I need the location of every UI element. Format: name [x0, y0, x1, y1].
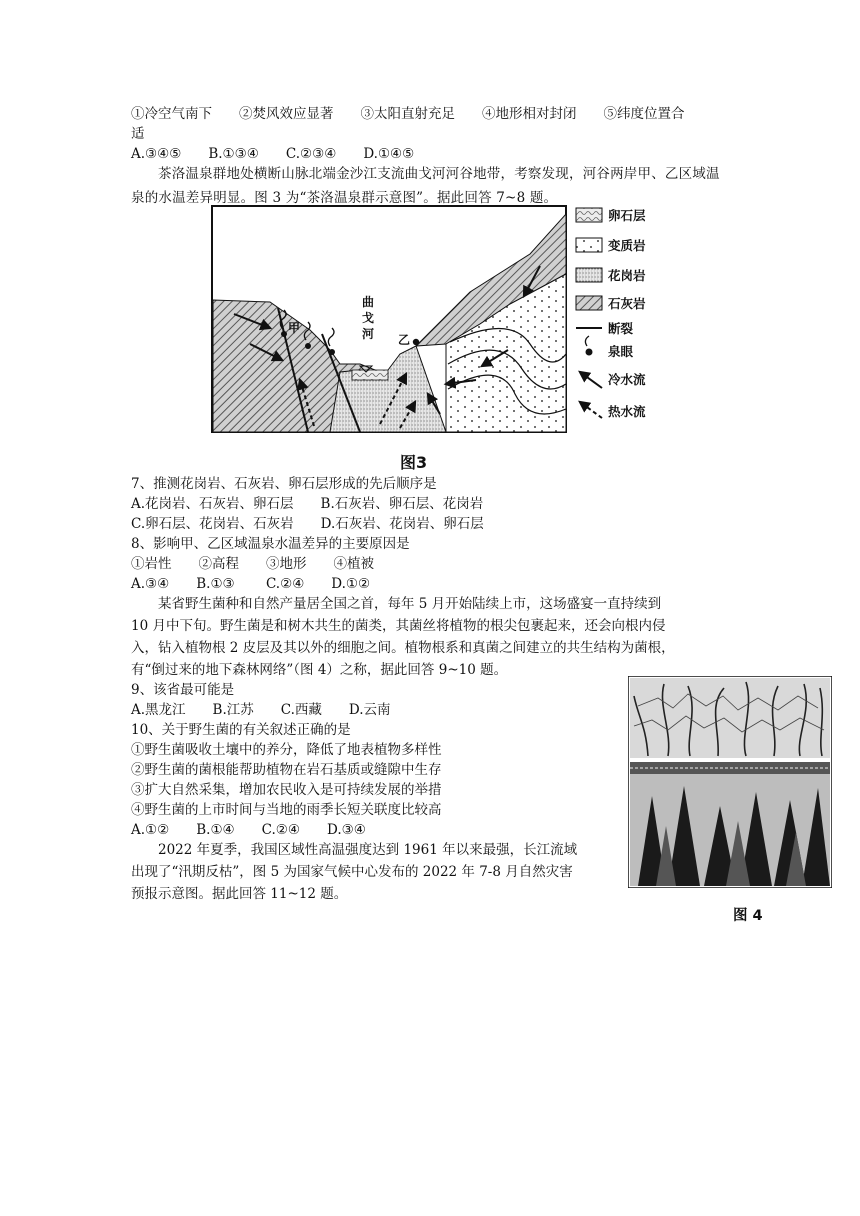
figure-4-caption: 图 4 — [733, 908, 763, 924]
q7-options-2: C.卵石层、花岗岩、石灰岩 D.石灰岩、花岗岩、卵石层 — [131, 516, 484, 532]
intro-11-12-line1: 2022 年夏季，我国区域性高温强度达到 1961 年以来最强，长江流域 — [158, 842, 578, 858]
river-label-1: 曲 — [362, 295, 375, 309]
q10-statement-1: ①野生菌吸收土壤中的养分，降低了地表植物多样性 — [131, 742, 442, 758]
intro-11-12-line3: 预报示意图。据此回答 11~12 题。 — [131, 886, 348, 902]
figure-3-caption: 图3 — [400, 453, 428, 472]
q8-stem: 8、影响甲、乙区域温泉水温差异的主要原因是 — [131, 536, 410, 552]
q10-answers: A.①② B.①④ C.②④ D.③④ — [131, 822, 366, 838]
q9-stem: 9、该省最可能是 — [131, 682, 235, 698]
q10-stem: 10、关于野生菌的有关叙述正确的是 — [131, 722, 351, 738]
q6-answers: A.③④⑤ B.①③④ C.②③④ D.①④⑤ — [131, 146, 415, 162]
river-label-3: 河 — [362, 327, 375, 341]
figure-3-diagram — [210, 204, 730, 436]
legend-spring: 泉眼 — [608, 344, 634, 359]
intro-9-10-line4: 有“倒过来的地下森林网络”（图 4）之称，据此回答 9~10 题。 — [131, 662, 508, 678]
spring-icon — [413, 339, 419, 345]
q6-options-wrap: 适 — [131, 126, 145, 142]
q10-statement-4: ④野生菌的上市时间与当地的雨季长短关联度比较高 — [131, 802, 442, 818]
legend-limestone: 石灰岩 — [608, 296, 646, 311]
q8-items: ①岩性 ②高程 ③地形 ④植被 — [131, 556, 374, 572]
q10-statement-2: ②野生菌的菌根能帮助植物在岩石基质或缝隙中生存 — [131, 762, 442, 778]
q7-stem: 7、推测花岗岩、石灰岩、卵石层形成的先后顺序是 — [131, 476, 437, 492]
legend-fault: 断裂 — [608, 321, 634, 336]
q6-options-line: ①冷空气南下 ②焚风效应显著 ③太阳直射充足 ④地形相对封闭 ⑤纬度位置合 — [131, 106, 685, 122]
legend-pebble: 卵石层 — [608, 208, 646, 223]
label-yi: 乙 — [398, 333, 411, 347]
figure-4-illustration — [628, 676, 832, 888]
legend-metamorphic: 变质岩 — [608, 238, 646, 253]
legend-hot: 热水流 — [608, 404, 646, 419]
legend — [576, 208, 646, 419]
intro-9-10-line1: 某省野生菌种和自然产量居全国之首，每年 5 月开始陆续上市，这场盛宴一直持续到 — [158, 596, 662, 612]
intro-11-12-line2: 出现了“汛期反枯”，图 5 为国家气候中心发布的 2022 年 7-8 月自然灾害 — [131, 864, 573, 880]
q7-options-1: A.花岗岩、石灰岩、卵石层 B.石灰岩、卵石层、花岗岩 — [131, 496, 484, 512]
q9-answers: A.黑龙江 B.江苏 C.西藏 D.云南 — [131, 702, 391, 718]
intro-9-10-line2: 10 月中下旬。野生菌是和树木共生的菌类，其菌丝将植物的根尖包裹起来，还会向根内侵 — [131, 618, 666, 634]
q8-answers: A.③④ B.①③ C.②④ D.①② — [131, 576, 371, 592]
q10-statement-3: ③扩大自然采集，增加农民收入是可持续发展的举措 — [131, 782, 442, 798]
river-label-2: 戈 — [362, 311, 375, 325]
intro-9-10-line3: 入，钻入植物根 2 皮层及其以外的细胞之间。植物根系和真菌之间建立的共生结构为菌根， — [131, 640, 675, 656]
legend-granite: 花岗岩 — [608, 268, 646, 283]
legend-cold: 冷水流 — [608, 372, 646, 387]
intro-7-8: 茶洛温泉群地处横断山脉北端金沙江支流曲戈河河谷地带，考察发现，河谷两岸甲、乙区域温泉的水温差异明显。图 3 为“茶洛温泉群示意图”。据此回答 7~8 题。 — [131, 166, 720, 206]
label-jia: 甲 — [288, 321, 301, 335]
